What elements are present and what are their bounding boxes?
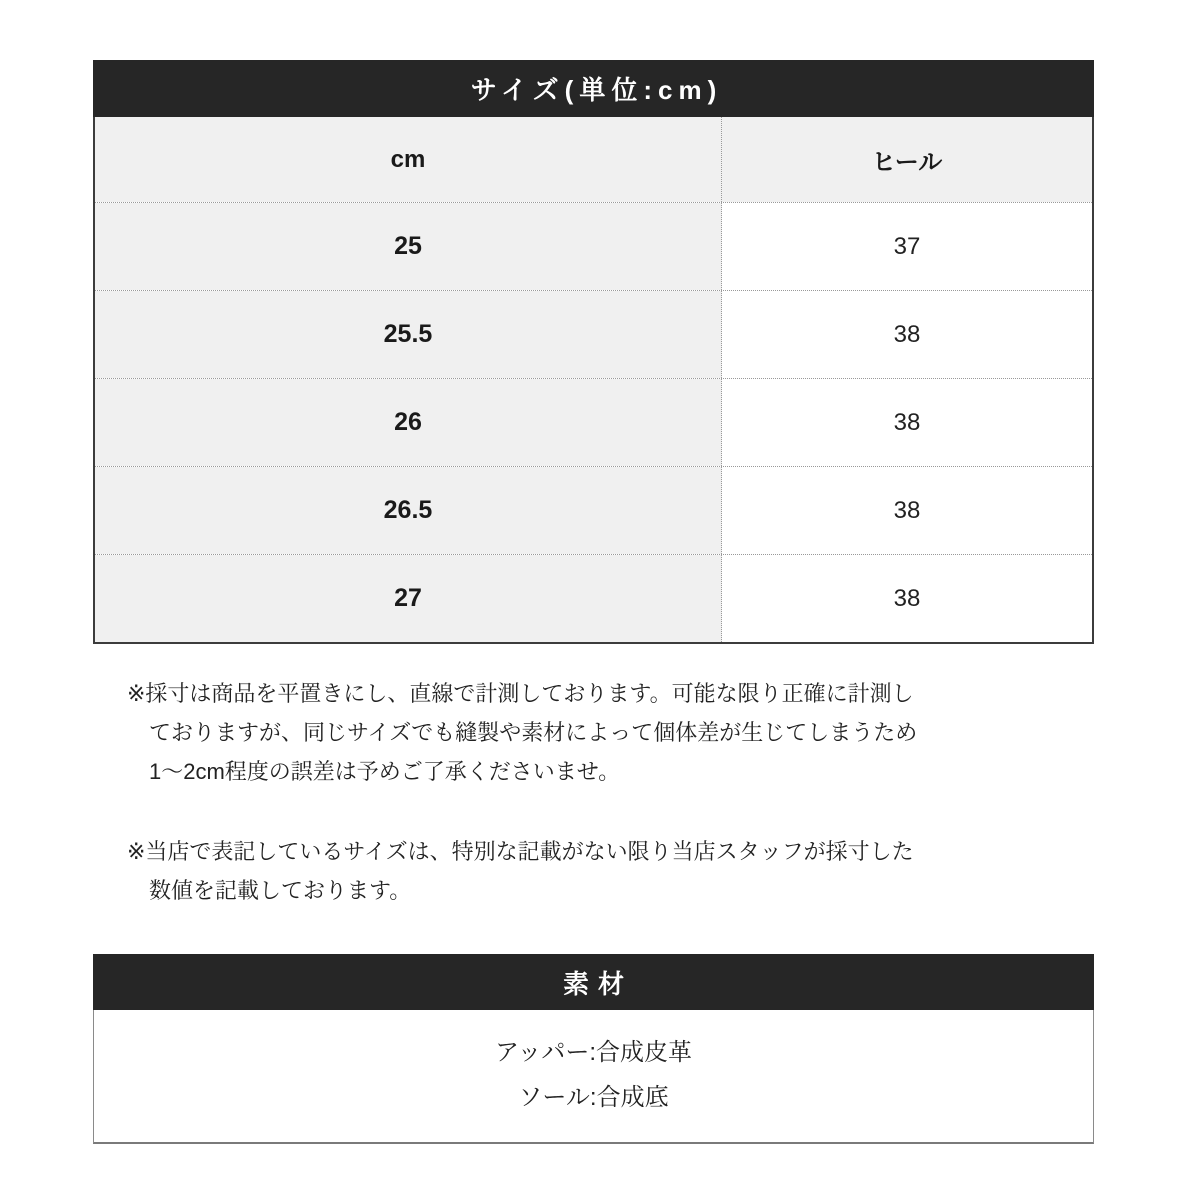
- size-cell: 26.5: [95, 467, 722, 554]
- measurement-notes: [127, 674, 1027, 951]
- note-line: 数値を記載しております。: [149, 878, 412, 903]
- material-sole: ソール:合成底: [518, 1084, 669, 1111]
- material-upper: アッパー:合成皮革: [495, 1039, 692, 1066]
- size-row-27: [95, 554, 1092, 642]
- size-row-25: [95, 202, 1092, 290]
- heel-cell: 38: [722, 555, 1092, 642]
- size-row-26-5: [95, 466, 1092, 554]
- material-body: [93, 1010, 1094, 1144]
- size-row-25-5: [95, 290, 1092, 378]
- heel-cell: 38: [722, 379, 1092, 466]
- note-staff-measured: [127, 832, 1027, 910]
- size-cell: 25.5: [95, 291, 722, 378]
- size-cell: 25: [95, 203, 722, 290]
- size-table-section: [93, 60, 1094, 644]
- column-header-heel: ヒール: [722, 117, 1092, 202]
- size-table: [93, 117, 1094, 644]
- heel-cell: 38: [722, 291, 1092, 378]
- material-title: 素材: [93, 954, 1094, 1010]
- column-header-cm: cm: [95, 117, 722, 202]
- note-measurement-accuracy: [127, 674, 1027, 791]
- note-line: ※採寸は商品を平置きにし、直線で計測しております。可能な限り正確に計測し: [127, 681, 914, 706]
- size-table-title: サイズ(単位:cm): [93, 60, 1094, 117]
- size-row-26: [95, 378, 1092, 466]
- size-cell: 26: [95, 379, 722, 466]
- size-table-header-row: [95, 117, 1092, 202]
- heel-cell: 37: [722, 203, 1092, 290]
- heel-cell: 38: [722, 467, 1092, 554]
- material-section: [93, 954, 1094, 1144]
- note-line: ておりますが、同じサイズでも縫製や素材によって個体差が生じてしまうため: [149, 720, 918, 745]
- note-line: ※当店で表記しているサイズは、特別な記載がない限り当店スタッフが採寸した: [127, 839, 914, 864]
- note-line: 1〜2cm程度の誤差は予めご了承くださいませ。: [149, 759, 621, 784]
- size-cell: 27: [95, 555, 722, 642]
